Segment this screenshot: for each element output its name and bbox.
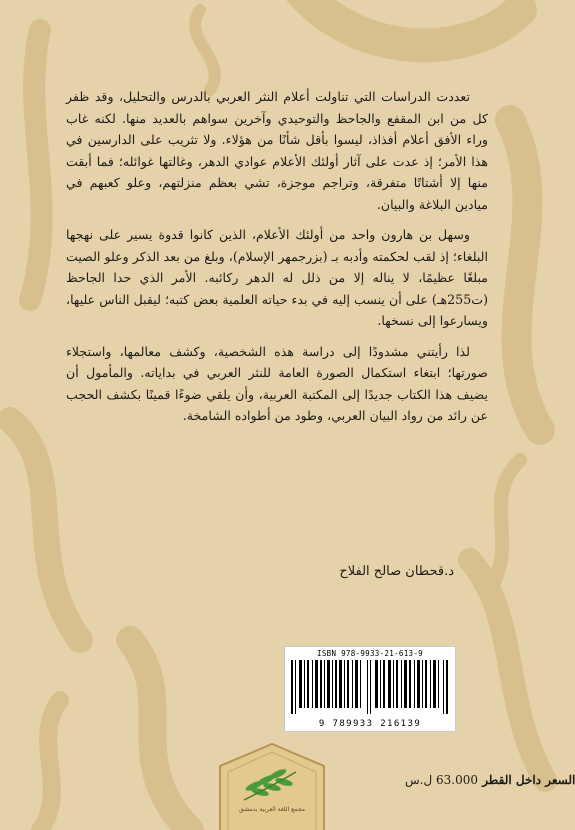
blurb-paragraph: وسهل بن هارون واحد من أولئك الأعلام، الذين كانوا قدوة يسير على نهجها البلغاء؛ إذ لقب لحكمته وأدبه بـ (بزرجمهر الإسلام)، وبلغ من بعد الذكر وعلو الصيت مبلغًا عظيمًا، لا يناله إلا من ذلل له الدهر ركائبه. الأمر الذي حدا الجاحظ (ت255هـ) على أن ينسب إليه في بدء حياته العلمية بعض كتبه؛ ليقبل الناس عليها، ويسارعوا إلى نسخها. <box>66 227 488 328</box>
price-caption: السعر داخل القطر <box>482 773 575 787</box>
publisher-name: مجمع اللغة العربية بدمشق <box>239 806 305 813</box>
isbn-barcode <box>284 646 456 732</box>
isbn-label: ISBN 978-9933-21-613-9 <box>317 649 423 658</box>
author-signature: د.قحطان صالح الفلاح <box>339 564 454 579</box>
price-amount: 63.000 ل.س <box>405 773 478 787</box>
blurb-paragraph: لذا رأيتني مشدودًا إلى دراسة هذه الشخصية، وكشف معالمها، واستجلاء صورتها؛ ابتغاء استكمال الصورة العامة للنثر العربي في بداياته. والمأمول أن يضيف هذا الكتاب جديدًا إلى المكتبة العربية، وأن يلقي ضوءًا قمينًا بكشف الحجب عن رائد من رواد البيان العربي، وطود من أطواده الشامخة. <box>66 343 488 423</box>
back-cover-blurb <box>66 86 488 436</box>
barcode-bars-icon <box>291 660 449 714</box>
blurb-paragraph: تعددت الدراسات التي تناولت أعلام النثر العربي بالدرس والتحليل، وقد ظفر كل من ابن المقفع والجاحظ والتوحيدي وآخرين سواهم بالعديد منها. لكنه غاب وراء الأفق أعلام أفذاذ، ليسوا بأقل شأنًا من هؤلاء. ولا تثريب على الدارسين في هذا الأمر؛ إذ عدت على آثار أولئك الأعلام عوادي الدهر، وغالتها غوائله؛ فما أبقت منها إلا أشتاتًا متفرقة، وتراجم موجزة، تشي بعظم منزلتهم، وعلو كعبهم في ميادين البلاغة والبيان. <box>66 89 488 212</box>
publisher-logo-icon <box>214 742 330 830</box>
isbn-digits: 9 789933 216139 <box>318 719 422 729</box>
price-label <box>405 773 575 787</box>
